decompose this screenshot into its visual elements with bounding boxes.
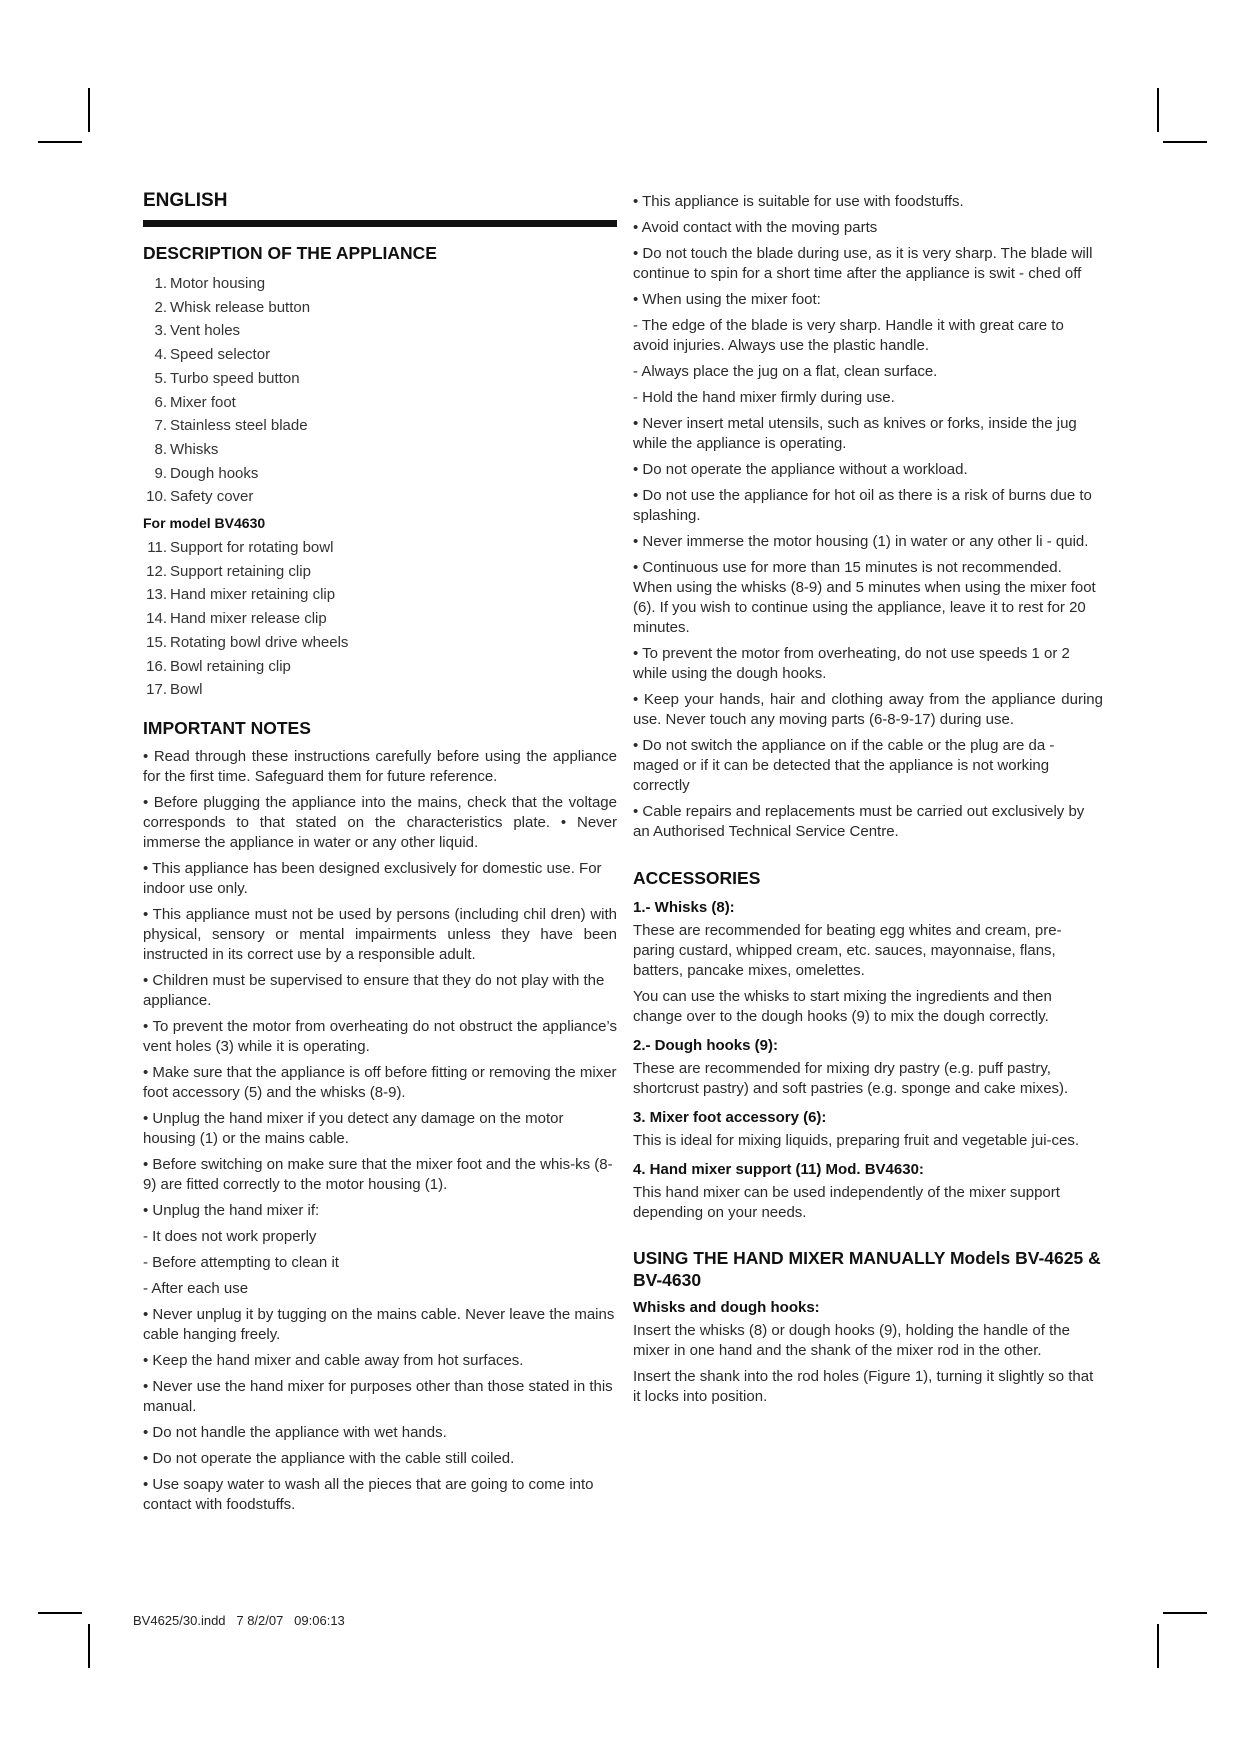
description-heading: DESCRIPTION OF THE APPLIANCE [143, 243, 437, 263]
note-paragraph: • Keep the hand mixer and cable away from hot surfaces. [143, 1351, 524, 1369]
whisks-subheading: 1.- Whisks (8): [633, 899, 735, 916]
note-paragraph: • Never insert metal utensils, such as knives or forks, inside the jug while the appliance is operating. [633, 415, 1077, 452]
note-paragraph: • Continuous use for more than 15 minutes is not recommended. When using the whisks (8-9) and 5 minutes when using the mixer foot (6). If you wish to continue using the appliance, leave it to rest for 20 minutes. [633, 559, 1096, 636]
note-paragraph: • Children must be supervised to ensure that they do not play with the appliance. [143, 971, 605, 1009]
accessories-heading: ACCESSORIES [633, 868, 761, 888]
note-paragraph: • Cable repairs and replacements must be carried out exclusively by an Authorised Technical Service Centre. [633, 803, 1085, 840]
list-item: 4. Speed selector [154, 346, 271, 364]
support-subheading: 4. Hand mixer support (11) Mod. BV4630: [633, 1161, 924, 1178]
list-item: 14. Hand mixer release clip [146, 610, 327, 628]
crop-mark [1163, 141, 1207, 143]
note-paragraph: • When using the mixer foot: [633, 291, 821, 308]
note-paragraph: • Before plugging the appliance into the mains, check that the voltage corresponds to that stated on the characteristics plate. • Never immerse the appliance in water or any other liquid. [143, 793, 617, 851]
note-paragraph: • Do not operate the appliance without a workload. [633, 461, 968, 478]
list-item: 17. Bowl [146, 681, 203, 699]
list-item: 1. Motor housing [154, 275, 266, 292]
note-paragraph: • Never immerse the motor housing (1) in water or any other li - quid. [633, 533, 1089, 550]
list-item: 3. Vent holes [154, 322, 241, 340]
note-paragraph: • Avoid contact with the moving parts [633, 219, 878, 236]
dough-hooks-paragraph: These are recommended for mixing dry pastry (e.g. puff pastry, shortcrust pastry) and soft pastries (e.g. sponge and cake mixes). [633, 1060, 1069, 1097]
note-paragraph: • Keep your hands, hair and clothing away from the appliance during use. Never touch any moving parts (6-8-9-17) during use. [633, 691, 1103, 728]
whisks-hooks-subheading: Whisks and dough hooks: [633, 1299, 820, 1316]
note-paragraph: - It does not work properly [143, 1227, 317, 1245]
note-paragraph: - After each use [143, 1279, 249, 1297]
note-paragraph: • This appliance has been designed exclusively for domestic use. For indoor use only. [143, 859, 602, 897]
right-column [633, 192, 1103, 1413]
note-paragraph: • Do not operate the appliance with the cable still coiled. [143, 1449, 515, 1467]
manual-paragraph: Insert the shank into the rod holes (Figure 1), turning it slightly so that it locks into position. [633, 1368, 1094, 1405]
note-paragraph: - Before attempting to clean it [143, 1253, 339, 1271]
note-paragraph: • This appliance must not be used by persons (including chil dren) with physical, sensory or mental impairments unless they have been instructed in its correct use by a responsible adult. [143, 905, 617, 963]
important-notes-heading: IMPORTANT NOTES [143, 717, 311, 738]
list-item: 5. Turbo speed button [154, 369, 300, 387]
dough-hooks-subheading: 2.- Dough hooks (9): [633, 1037, 778, 1054]
list-item: 8. Whisks [154, 440, 219, 458]
mixer-foot-paragraph: This is ideal for mixing liquids, preparing fruit and vegetable jui-ces. [633, 1132, 1080, 1149]
note-paragraph: • To prevent the motor from overheating, do not use speeds 1 or 2 while using the dough hooks. [633, 645, 1070, 682]
whisks-paragraph: You can use the whisks to start mixing the ingredients and then change over to the dough hooks (9) to mix the dough correctly. [633, 988, 1052, 1025]
crop-mark [88, 88, 90, 132]
note-paragraph: • Before switching on make sure that the mixer foot and the whis-ks (8-9) are fitted correctly to the motor housing (1). [143, 1155, 613, 1193]
note-paragraph: • Make sure that the appliance is off before fitting or removing the mixer foot accessory (5) and the whisks (8-9). [143, 1063, 617, 1101]
manual-use-heading: USING THE HAND MIXER MANUALLY Models BV-4625 & BV-4630 [633, 1248, 1101, 1290]
note-paragraph: • Read through these instructions carefully before using the appliance for the first time. Safeguard them for future reference. [143, 747, 617, 785]
left-column [143, 190, 617, 1521]
list-item: 11. Support for rotating bowl [147, 539, 334, 557]
crop-mark [38, 1612, 82, 1614]
note-paragraph: • This appliance is suitable for use with foodstuffs. [633, 193, 964, 210]
note-paragraph: • Unplug the hand mixer if you detect any damage on the motor housing (1) or the mains cable. [143, 1109, 564, 1147]
list-item: 10. Safety cover [146, 488, 254, 506]
crop-mark [1163, 1612, 1207, 1614]
note-paragraph: • To prevent the motor from overheating do not obstruct the appliance’s vent holes (3) while it is operating. [143, 1017, 617, 1055]
note-paragraph: - The edge of the blade is very sharp. Handle it with great care to avoid injuries. Always use the plastic handle. [633, 317, 1064, 354]
note-paragraph: • Do not switch the appliance on if the cable or the plug are da - maged or if it can be detected that the appliance is not working correctly [633, 737, 1055, 794]
list-item: 7. Stainless steel blade [154, 417, 308, 435]
note-paragraph: • Never unplug it by tugging on the mains cable. Never leave the mains cable hanging freely. [143, 1305, 615, 1343]
list-item: 6. Mixer foot [154, 393, 236, 411]
note-paragraph: - Always place the jug on a flat, clean surface. [633, 363, 938, 380]
crop-mark [1157, 1624, 1159, 1668]
note-paragraph: • Never use the hand mixer for purposes other than those stated in this manual. [143, 1377, 613, 1415]
crop-mark [38, 141, 82, 143]
note-paragraph: • Do not handle the appliance with wet hands. [143, 1423, 447, 1441]
print-slug: BV4625/30.indd 7 8/2/07 09:06:13 [133, 1613, 345, 1628]
heading-rule [143, 220, 617, 227]
model-heading: For model BV4630 [143, 515, 266, 532]
note-paragraph: • Do not touch the blade during use, as it is very sharp. The blade will continue to spin for a short time after the appliance is swit - ched off [633, 245, 1093, 282]
list-item: 12. Support retaining clip [146, 562, 311, 580]
list-item: 15. Rotating bowl drive wheels [146, 633, 349, 651]
model-parts-list [143, 536, 617, 702]
note-paragraph: • Do not use the appliance for hot oil as there is a risk of burns due to splashing. [633, 487, 1092, 524]
mixer-foot-subheading: 3. Mixer foot accessory (6): [633, 1109, 827, 1126]
manual-paragraph: Insert the whisks (8) or dough hooks (9), holding the handle of the mixer in one hand and the shank of the mixer rod in the other. [633, 1322, 1070, 1359]
list-item: 2. Whisk release button [154, 298, 311, 316]
crop-mark [88, 1624, 90, 1668]
crop-mark [1157, 88, 1159, 132]
list-item: 9. Dough hooks [154, 464, 259, 482]
parts-list [143, 272, 617, 509]
list-item: 13. Hand mixer retaining clip [146, 586, 336, 604]
note-paragraph: • Use soapy water to wash all the pieces that are going to come into contact with foodstuffs. [143, 1475, 594, 1513]
language-heading: ENGLISH [143, 190, 228, 211]
note-paragraph: - Hold the hand mixer firmly during use. [633, 389, 895, 406]
note-paragraph: • Unplug the hand mixer if: [143, 1201, 320, 1219]
support-paragraph: This hand mixer can be used independently of the mixer support depending on your needs. [633, 1184, 1060, 1221]
list-item: 16. Bowl retaining clip [146, 657, 291, 675]
whisks-paragraph: These are recommended for beating egg whites and cream, pre-paring custard, whipped cream, etc. sauces, mayonnaise, flans, batters, pancake mixes, omelettes. [633, 922, 1062, 979]
